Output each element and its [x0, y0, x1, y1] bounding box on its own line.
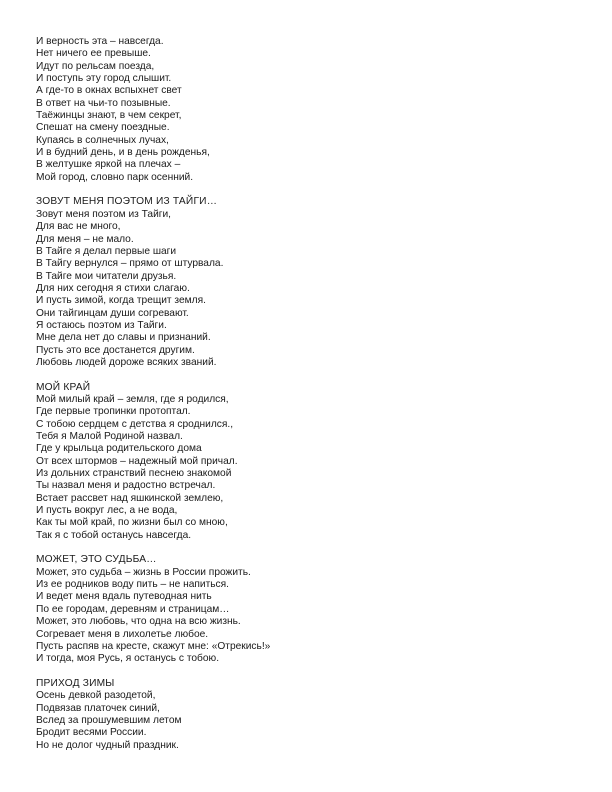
poem-line: В ответ на чьи-то позывные. — [36, 97, 171, 109]
poem-line: И верность эта – навсегда. — [36, 36, 164, 47]
poem-line: А где-то в окнах вспыхнет свет — [36, 85, 182, 97]
poem-line: И пусть вокруг лес, а не вода, — [36, 505, 178, 517]
stanza-gap — [36, 369, 576, 381]
poem-line: И пусть зимой, когда трещит земля. — [36, 295, 206, 307]
poem-line: Где первые тропинки протоптал. — [36, 406, 191, 418]
poem-line: Я остаюсь поэтом из Тайги. — [36, 319, 167, 331]
poem-title: ЗОВУТ МЕНЯ ПОЭТОМ ИЗ ТАЙГИ… — [36, 196, 218, 208]
poem-line: Для вас не много, — [36, 221, 121, 233]
poem-block-continuation — [36, 36, 576, 184]
document-page — [36, 36, 576, 752]
poem-line: Мой город, словно парк осенний. — [36, 171, 194, 183]
poem-block-zovut — [36, 196, 576, 369]
poem-line: Зовут меня поэтом из Тайги, — [36, 208, 171, 220]
poem-line: Встает рассвет над яшкинской землею, — [36, 492, 224, 504]
poem-line: Нет ничего ее превыше. — [36, 48, 151, 60]
stanza-gap — [36, 542, 576, 554]
poem-line: Осень девкой разодетой, — [36, 690, 156, 702]
poem-line: Где у крыльца родительского дома — [36, 443, 202, 455]
poem-line: Пусть распяв на кресте, скажут мне: «Отрекись!» — [36, 640, 271, 652]
poem-line: Ты назвал меня и радостно встречал. — [36, 480, 216, 492]
poem-line: В Тайгу вернулся – прямо от штурвала. — [36, 258, 224, 270]
poem-line: Мне дела нет до славы и признаний. — [36, 332, 211, 344]
poem-line: В желтушке яркой на плечах – — [36, 159, 181, 171]
stanza-gap — [36, 184, 576, 196]
poem-line: Таёжинцы знают, в чем секрет, — [36, 110, 182, 122]
poem-title: МОЙ КРАЙ — [36, 381, 91, 393]
poem-line: Пусть это все достанется другим. — [36, 344, 195, 356]
stanza-gap — [36, 666, 576, 678]
poem-line: Как ты мой край, по жизни был со мною, — [36, 517, 228, 529]
poem-line: Они тайгинцам души согревают. — [36, 307, 189, 319]
poem-line: И поступь эту город слышит. — [36, 73, 172, 85]
poem-line: Из дольних странствий песнею знакомой — [36, 468, 232, 480]
poem-line: В Тайге я делал первые шаги — [36, 245, 177, 257]
poem-line: Из ее родников воду пить – не напиться. — [36, 579, 229, 591]
poem-line: Согревает меня в лихолетье любое. — [36, 628, 209, 640]
poem-line: Тебя я Малой Родиной назвал. — [36, 431, 183, 442]
poem-line: Подвязав платочек синий, — [36, 702, 160, 714]
poem-line: Может, это судьба – жизнь в России прожить. — [36, 566, 251, 578]
poem-line: Идут по рельсам поезда, — [36, 60, 155, 72]
poem-block-mozhet — [36, 554, 576, 665]
poem-line: По ее городам, деревням и страницам… — [36, 603, 230, 615]
poem-line: Для них сегодня я стихи слагаю. — [36, 282, 190, 294]
poem-line: Но не долог чудный праздник. — [36, 739, 179, 751]
poem-block-prikhod-zimy — [36, 678, 576, 752]
poem-line: Купаясь в солнечных лучах, — [36, 134, 169, 146]
poem-line: От всех штормов – надежный мой причал. — [36, 455, 238, 467]
poem-title: МОЖЕТ, ЭТО СУДЬБА… — [36, 554, 157, 566]
poem-line: Вслед за прошумевшим летом — [36, 714, 182, 726]
poem-line: Спешат на смену поездные. — [36, 122, 170, 134]
poem-line: В Тайге мои читатели друзья. — [36, 270, 177, 282]
poem-title: ПРИХОД ЗИМЫ — [36, 677, 115, 689]
poem-line: Бродит весями России. — [36, 727, 147, 739]
poem-block-moy-kray — [36, 382, 576, 542]
poem-line: Любовь людей дороже всяких званий. — [36, 356, 217, 368]
poem-line: С тобою сердцем с детства я сроднился., — [36, 418, 234, 430]
poem-line: Для меня – не мало. — [36, 233, 134, 245]
poem-line: И тогда, моя Русь, я останусь с тобою. — [36, 653, 220, 665]
poem-line: И в будний день, и в день рожденья, — [36, 147, 210, 159]
poem-line: И ведет меня вдаль путеводная нить — [36, 591, 212, 603]
poem-line: Может, это любовь, что одна на всю жизнь. — [36, 616, 241, 628]
poem-line: Мой милый край – земля, где я родился, — [36, 393, 229, 405]
poem-line: Так я с тобой останусь навсегда. — [36, 529, 192, 541]
